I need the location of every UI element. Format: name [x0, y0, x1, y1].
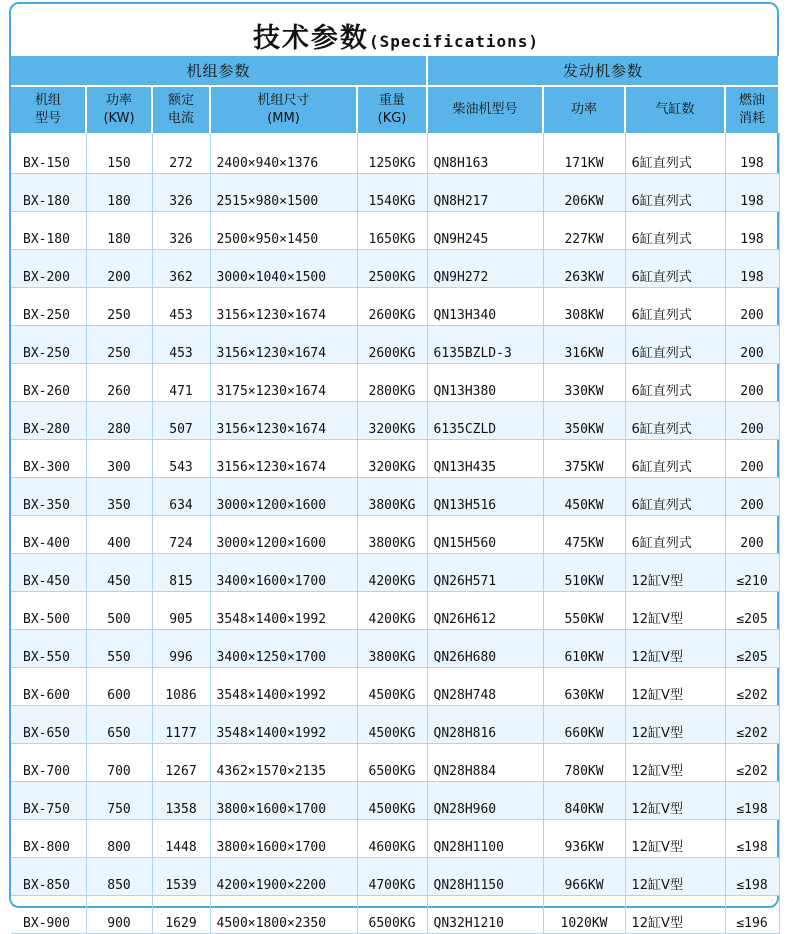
table-row: [11, 288, 779, 326]
cell-model: BX-400: [11, 516, 86, 554]
cell-engine-model: QN8H163: [427, 133, 543, 174]
cell-power: 250: [86, 288, 152, 326]
cell-size: 2400×940×1376: [210, 133, 357, 174]
cell-engine-power: 227KW: [543, 212, 625, 250]
table-row: [11, 858, 779, 896]
cell-size: 3800×1600×1700: [210, 782, 357, 820]
cell-model: BX-900: [11, 896, 86, 934]
cell-power: 800: [86, 820, 152, 858]
cell-engine-power: 840KW: [543, 782, 625, 820]
cell-fuel: ≤198: [725, 782, 779, 820]
cell-fuel: 198: [725, 133, 779, 174]
cell-engine-power: 1020KW: [543, 896, 625, 934]
table-row: [11, 326, 779, 364]
cell-fuel: ≤202: [725, 706, 779, 744]
cell-engine-power: 610KW: [543, 630, 625, 668]
cell-engine-model: QN13H380: [427, 364, 543, 402]
cell-weight: 1540KG: [357, 174, 427, 212]
cell-size: 3000×1040×1500: [210, 250, 357, 288]
table-row: [11, 212, 779, 250]
cell-power: 300: [86, 440, 152, 478]
cell-size: 3156×1230×1674: [210, 326, 357, 364]
cell-cylinders: 6缸直列式: [625, 288, 725, 326]
table-row: [11, 364, 779, 402]
group-engine-params: 发动机参数: [427, 56, 779, 86]
spec-table: [11, 56, 780, 934]
cell-current: 543: [152, 440, 210, 478]
cell-fuel: ≤202: [725, 668, 779, 706]
cell-cylinders: 12缸V型: [625, 782, 725, 820]
table-row: [11, 554, 779, 592]
cell-cylinders: 6缸直列式: [625, 174, 725, 212]
cell-model: BX-600: [11, 668, 86, 706]
table-row: [11, 706, 779, 744]
cell-engine-model: QN28H1150: [427, 858, 543, 896]
cell-weight: 6500KG: [357, 896, 427, 934]
cell-size: 4362×1570×2135: [210, 744, 357, 782]
cell-engine-power: 171KW: [543, 133, 625, 174]
cell-engine-power: 475KW: [543, 516, 625, 554]
cell-weight: 2600KG: [357, 288, 427, 326]
cell-engine-power: 966KW: [543, 858, 625, 896]
cell-engine-model: QN26H571: [427, 554, 543, 592]
cell-cylinders: 6缸直列式: [625, 250, 725, 288]
page-title: [11, 16, 781, 55]
table-row: [11, 668, 779, 706]
cell-current: 634: [152, 478, 210, 516]
cell-size: 3156×1230×1674: [210, 288, 357, 326]
cell-model: BX-180: [11, 212, 86, 250]
cell-engine-power: 263KW: [543, 250, 625, 288]
cell-power: 900: [86, 896, 152, 934]
cell-model: BX-350: [11, 478, 86, 516]
cell-weight: 1250KG: [357, 133, 427, 174]
cell-cylinders: 12缸V型: [625, 858, 725, 896]
cell-cylinders: 12缸V型: [625, 554, 725, 592]
table-row: [11, 133, 779, 174]
cell-size: 4500×1800×2350: [210, 896, 357, 934]
cell-model: BX-260: [11, 364, 86, 402]
cell-engine-model: QN9H272: [427, 250, 543, 288]
cell-model: BX-250: [11, 288, 86, 326]
cell-engine-power: 630KW: [543, 668, 625, 706]
cell-weight: 3800KG: [357, 630, 427, 668]
cell-engine-model: QN26H612: [427, 592, 543, 630]
cell-engine-power: 450KW: [543, 478, 625, 516]
cell-current: 1358: [152, 782, 210, 820]
cell-fuel: 200: [725, 478, 779, 516]
cell-power: 750: [86, 782, 152, 820]
cell-power: 650: [86, 706, 152, 744]
cell-size: 3400×1600×1700: [210, 554, 357, 592]
cell-power: 180: [86, 174, 152, 212]
header-engine-model: 柴油机型号: [427, 86, 543, 133]
cell-weight: 1650KG: [357, 212, 427, 250]
cell-current: 1539: [152, 858, 210, 896]
cell-engine-model: QN28H816: [427, 706, 543, 744]
cell-power: 600: [86, 668, 152, 706]
cell-current: 905: [152, 592, 210, 630]
cell-power: 450: [86, 554, 152, 592]
cell-current: 1629: [152, 896, 210, 934]
cell-model: BX-800: [11, 820, 86, 858]
cell-model: BX-150: [11, 133, 86, 174]
cell-weight: 4500KG: [357, 782, 427, 820]
cell-fuel: ≤198: [725, 858, 779, 896]
cell-power: 280: [86, 402, 152, 440]
cell-weight: 3800KG: [357, 478, 427, 516]
cell-weight: 4500KG: [357, 706, 427, 744]
cell-engine-model: 6135BZLD-3: [427, 326, 543, 364]
cell-engine-power: 510KW: [543, 554, 625, 592]
cell-engine-power: 330KW: [543, 364, 625, 402]
cell-model: BX-550: [11, 630, 86, 668]
cell-engine-model: QN32H1210: [427, 896, 543, 934]
cell-model: BX-180: [11, 174, 86, 212]
table-row: [11, 630, 779, 668]
cell-current: 326: [152, 212, 210, 250]
cell-fuel: ≤205: [725, 630, 779, 668]
cell-weight: 4500KG: [357, 668, 427, 706]
table-row: [11, 516, 779, 554]
cell-cylinders: 6缸直列式: [625, 440, 725, 478]
cell-engine-model: QN9H245: [427, 212, 543, 250]
cell-cylinders: 6缸直列式: [625, 212, 725, 250]
cell-fuel: ≤202: [725, 744, 779, 782]
cell-engine-power: 550KW: [543, 592, 625, 630]
cell-weight: 2500KG: [357, 250, 427, 288]
cell-fuel: ≤196: [725, 896, 779, 934]
cell-current: 453: [152, 288, 210, 326]
header-current: 额定 电流: [152, 86, 210, 133]
table-row: [11, 744, 779, 782]
cell-model: BX-450: [11, 554, 86, 592]
cell-model: BX-200: [11, 250, 86, 288]
cell-current: 1267: [152, 744, 210, 782]
cell-current: 1448: [152, 820, 210, 858]
cell-size: 3548×1400×1992: [210, 668, 357, 706]
cell-current: 815: [152, 554, 210, 592]
cell-fuel: 200: [725, 326, 779, 364]
table-row: [11, 782, 779, 820]
cell-weight: 3200KG: [357, 402, 427, 440]
cell-engine-power: 780KW: [543, 744, 625, 782]
cell-fuel: 200: [725, 440, 779, 478]
cell-cylinders: 6缸直列式: [625, 364, 725, 402]
cell-weight: 4700KG: [357, 858, 427, 896]
cell-engine-model: QN28H1100: [427, 820, 543, 858]
cell-fuel: ≤198: [725, 820, 779, 858]
cell-fuel: 200: [725, 516, 779, 554]
cell-size: 3156×1230×1674: [210, 402, 357, 440]
header-power: 功率 (KW): [86, 86, 152, 133]
cell-cylinders: 6缸直列式: [625, 516, 725, 554]
cell-size: 3156×1230×1674: [210, 440, 357, 478]
cell-size: 2515×980×1500: [210, 174, 357, 212]
cell-power: 250: [86, 326, 152, 364]
header-model: 机组 型号: [11, 86, 86, 133]
cell-size: 2500×950×1450: [210, 212, 357, 250]
cell-engine-model: QN15H560: [427, 516, 543, 554]
cell-model: BX-700: [11, 744, 86, 782]
cell-cylinders: 12缸V型: [625, 706, 725, 744]
cell-cylinders: 12缸V型: [625, 592, 725, 630]
cell-current: 1177: [152, 706, 210, 744]
cell-model: BX-250: [11, 326, 86, 364]
cell-cylinders: 6缸直列式: [625, 402, 725, 440]
cell-model: BX-300: [11, 440, 86, 478]
table-row: [11, 478, 779, 516]
cell-cylinders: 6缸直列式: [625, 478, 725, 516]
cell-weight: 4200KG: [357, 592, 427, 630]
cell-engine-model: 6135CZLD: [427, 402, 543, 440]
cell-power: 500: [86, 592, 152, 630]
header-fuel: 燃油 消耗: [725, 86, 779, 133]
cell-engine-model: QN13H435: [427, 440, 543, 478]
cell-weight: 4600KG: [357, 820, 427, 858]
cell-fuel: 198: [725, 212, 779, 250]
table-row: [11, 592, 779, 630]
cell-size: 3175×1230×1674: [210, 364, 357, 402]
header-engine-power: 功率: [543, 86, 625, 133]
cell-power: 350: [86, 478, 152, 516]
cell-fuel: 200: [725, 402, 779, 440]
cell-size: 3000×1200×1600: [210, 478, 357, 516]
cell-size: 3400×1250×1700: [210, 630, 357, 668]
cell-current: 724: [152, 516, 210, 554]
cell-power: 180: [86, 212, 152, 250]
cell-model: BX-850: [11, 858, 86, 896]
table-row: [11, 820, 779, 858]
cell-size: 3000×1200×1600: [210, 516, 357, 554]
cell-model: BX-280: [11, 402, 86, 440]
header-size: 机组尺寸 (MM): [210, 86, 357, 133]
cell-fuel: ≤210: [725, 554, 779, 592]
cell-power: 850: [86, 858, 152, 896]
cell-current: 507: [152, 402, 210, 440]
cell-engine-model: QN13H516: [427, 478, 543, 516]
cell-engine-model: QN8H217: [427, 174, 543, 212]
group-unit-params: 机组参数: [11, 56, 427, 86]
cell-cylinders: 6缸直列式: [625, 326, 725, 364]
header-cylinders: 气缸数: [625, 86, 725, 133]
cell-current: 471: [152, 364, 210, 402]
cell-power: 550: [86, 630, 152, 668]
cell-size: 3800×1600×1700: [210, 820, 357, 858]
header-weight: 重量 (KG): [357, 86, 427, 133]
cell-weight: 2600KG: [357, 326, 427, 364]
cell-size: 3548×1400×1992: [210, 592, 357, 630]
cell-engine-model: QN13H340: [427, 288, 543, 326]
cell-engine-model: QN28H748: [427, 668, 543, 706]
cell-cylinders: 12缸V型: [625, 820, 725, 858]
cell-cylinders: 12缸V型: [625, 668, 725, 706]
cell-fuel: 198: [725, 174, 779, 212]
cell-cylinders: 12缸V型: [625, 744, 725, 782]
cell-fuel: ≤205: [725, 592, 779, 630]
cell-engine-model: QN28H960: [427, 782, 543, 820]
cell-engine-power: 308KW: [543, 288, 625, 326]
spec-sheet-frame: [9, 2, 779, 931]
cell-engine-model: QN28H884: [427, 744, 543, 782]
cell-cylinders: 6缸直列式: [625, 133, 725, 174]
cell-engine-power: 936KW: [543, 820, 625, 858]
table-row: [11, 174, 779, 212]
table-row: [11, 250, 779, 288]
title-cn: 技术参数: [252, 23, 369, 54]
cell-weight: 3200KG: [357, 440, 427, 478]
cell-engine-power: 375KW: [543, 440, 625, 478]
cell-engine-model: QN26H680: [427, 630, 543, 668]
cell-power: 200: [86, 250, 152, 288]
cell-current: 453: [152, 326, 210, 364]
cell-engine-power: 316KW: [543, 326, 625, 364]
cell-power: 260: [86, 364, 152, 402]
table-row: [11, 896, 779, 934]
cell-size: 4200×1900×2200: [210, 858, 357, 896]
cell-fuel: 200: [725, 364, 779, 402]
cell-model: BX-750: [11, 782, 86, 820]
cell-model: BX-500: [11, 592, 86, 630]
cell-current: 326: [152, 174, 210, 212]
cell-size: 3548×1400×1992: [210, 706, 357, 744]
table-row: [11, 440, 779, 478]
cell-cylinders: 12缸V型: [625, 630, 725, 668]
cell-fuel: 200: [725, 288, 779, 326]
cell-cylinders: 12缸V型: [625, 896, 725, 934]
cell-weight: 4200KG: [357, 554, 427, 592]
cell-current: 1086: [152, 668, 210, 706]
title-en: (Specifications): [368, 32, 540, 51]
cell-power: 400: [86, 516, 152, 554]
cell-weight: 2800KG: [357, 364, 427, 402]
cell-weight: 3800KG: [357, 516, 427, 554]
cell-current: 996: [152, 630, 210, 668]
cell-engine-power: 206KW: [543, 174, 625, 212]
cell-current: 272: [152, 133, 210, 174]
cell-engine-power: 660KW: [543, 706, 625, 744]
cell-power: 150: [86, 133, 152, 174]
cell-current: 362: [152, 250, 210, 288]
cell-model: BX-650: [11, 706, 86, 744]
table-row: [11, 402, 779, 440]
cell-weight: 6500KG: [357, 744, 427, 782]
cell-power: 700: [86, 744, 152, 782]
cell-fuel: 198: [725, 250, 779, 288]
cell-engine-power: 350KW: [543, 402, 625, 440]
